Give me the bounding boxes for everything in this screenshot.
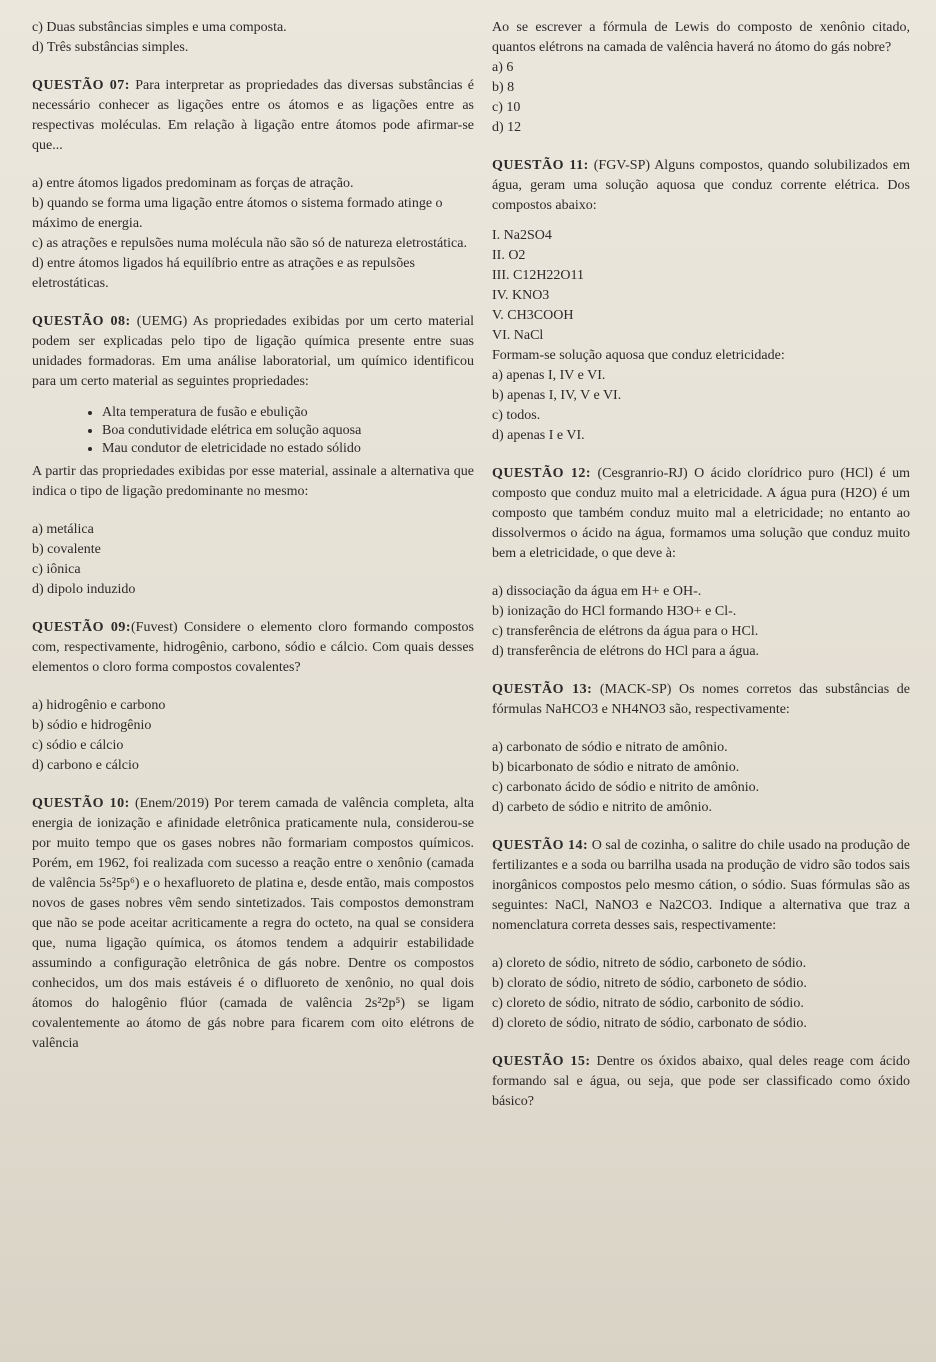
- option: c) 10: [492, 100, 521, 115]
- question-title: QUESTÃO 07:: [32, 78, 130, 93]
- option: d) entre átomos ligados há equilíbrio entre as atrações e as repulsões eletrostáticas.: [32, 256, 415, 291]
- option: b) clorato de sódio, nitreto de sódio, carboneto de sódio.: [492, 976, 807, 991]
- option: c) sódio e cálcio: [32, 738, 124, 753]
- option: a) entre átomos ligados predominam as forças de atração.: [32, 176, 354, 191]
- question-14: [492, 836, 910, 1034]
- question-09: [32, 618, 474, 776]
- question-text: ) se ligam covalentemente ao átomo de gás nobre para ficarem com oito elétrons de valência: [32, 996, 474, 1051]
- question-15: [492, 1052, 910, 1112]
- option: a) apenas I, IV e VI.: [492, 368, 606, 383]
- question-text: (MACK-SP) Os nomes corretos das substâncias de fórmulas NaHCO3 e NH4NO3 são, respectivamente:: [492, 682, 910, 717]
- question-title: QUESTÃO 11:: [492, 158, 589, 173]
- option: b) bicarbonato de sódio e nitrato de amônio.: [492, 760, 740, 775]
- option: d) Três substâncias simples.: [32, 40, 189, 55]
- option: d) apenas I e VI.: [492, 428, 585, 443]
- electron-config: 2s²2p⁵: [364, 996, 401, 1011]
- option: d) dipolo induzido: [32, 582, 136, 597]
- option: b) 8: [492, 80, 515, 95]
- option: c) todos.: [492, 408, 541, 423]
- question-text: Ao se escrever a fórmula de Lewis do composto de xenônio citado, quantos elétrons na camada de valência haverá no átomo do gás nobre?: [492, 20, 910, 55]
- left-column: [32, 18, 474, 1054]
- option: b) ionização do HCl formando H3O+ e Cl-.: [492, 604, 737, 619]
- option: c) transferência de elétrons da água para o HCl.: [492, 624, 759, 639]
- option: c) Duas substâncias simples e uma composta.: [32, 20, 287, 35]
- option: c) as atrações e repulsões numa molécula não são só de natureza eletrostática.: [32, 236, 467, 251]
- question-title: QUESTÃO 08:: [32, 314, 131, 329]
- question-08: [32, 312, 474, 600]
- question-text: Formam-se solução aquosa que conduz eletricidade:: [492, 348, 785, 363]
- question-11: [492, 156, 910, 446]
- question-text: (Enem/2019) Por terem camada de valência completa, alta energia de ionização e afinidade eletrônica praticamente nula, considerou-se por muito tempo que os gases nobres não formariam compostos químicos. Porém, em 1962, foi realizada com sucesso a reação entre o xenônio (camada de valência: [32, 796, 475, 891]
- question-title: QUESTÃO 12:: [492, 466, 592, 481]
- question-text: Dentre os óxidos abaixo, qual deles reage com ácido formando sal e água, ou seja, que pode ser classificado como óxido básico?: [492, 1054, 911, 1109]
- option: d) cloreto de sódio, nitrato de sódio, carbonato de sódio.: [492, 1016, 807, 1031]
- option: a) 6: [492, 60, 514, 75]
- question-07: [32, 76, 474, 294]
- question-title: QUESTÃO 09:: [32, 620, 131, 635]
- question-text: (Cesgranrio-RJ) O ácido clorídrico puro (HCl) é um composto que conduz muito mal a eletricidade. A água pura (H2O) é um composto que também conduz muito mal a eletricidade; no entanto ao dissolvermos o ácido na água, formamos uma solução que conduz muito bem a eletricidade, o que deve à:: [492, 466, 911, 561]
- question-title: QUESTÃO 14:: [492, 838, 589, 853]
- question-text: (Fuvest) Considere o elemento cloro formando compostos com, respectivamente, hidrogênio, carbono, sódio e cálcio. Com quais desses elementos o cloro forma compostos covalentes?: [32, 620, 475, 675]
- question-text: A partir das propriedades exibidas por esse material, assinale a alternativa que indica o tipo de ligação predominante no mesmo:: [32, 464, 474, 499]
- option: d) 12: [492, 120, 522, 135]
- list-item: VI. NaCl: [492, 328, 544, 343]
- option: a) dissociação da água em H+ e OH-.: [492, 584, 702, 599]
- question-text: ) e o hexafluoreto de platina e, desde então, mais compostos novos de gases nobres vêm sendo sintetizados. Tais compostos demonstram que não se pode aceitar acriticamente a regra do octeto, na qual se considera que, numa ligação química, os átomos tendem a adquirir estabilidade assumindo a configuração eletrônica de gás nobre. Dentre os compostos conhecidos, um dos mais estáveis é o difluoreto de xenônio, no qual dois átomos do halogênio flúor (camada de valência: [32, 876, 474, 1011]
- question-title: QUESTÃO 15:: [492, 1054, 591, 1069]
- question-text: (UEMG) As propriedades exibidas por um certo material podem ser explicadas pelo tipo de ligação química presente entre suas unidades formadoras. Em uma análise laboratorial, um químico identificou para um certo material as seguintes propriedades:: [32, 314, 474, 389]
- option: a) hidrogênio e carbono: [32, 698, 166, 713]
- question-text: (FGV-SP) Alguns compostos, quando solubilizados em água, geram uma solução aquosa que conduz corrente elétrica. Dos compostos abaixo:: [492, 158, 911, 213]
- property-list: [32, 404, 474, 458]
- question-10: [32, 794, 474, 1054]
- option: a) carbonato de sódio e nitrato de amônio.: [492, 740, 728, 755]
- option: b) covalente: [32, 542, 101, 557]
- electron-config: 5s²5p⁶: [99, 876, 135, 891]
- question-title: QUESTÃO 10:: [32, 796, 130, 811]
- list-item: IV. KNO3: [492, 288, 550, 303]
- option: b) apenas I, IV, V e VI.: [492, 388, 622, 403]
- right-column: [492, 18, 910, 1112]
- list-item: • Mau condutor de eletricidade no estado sólido: [102, 440, 474, 458]
- list-item: V. CH3COOH: [492, 308, 574, 323]
- option: c) carbonato ácido de sódio e nitrito de amônio.: [492, 780, 760, 795]
- question-13: [492, 680, 910, 818]
- list-item: III. C12H22O11: [492, 268, 585, 283]
- option: d) carbono e cálcio: [32, 758, 139, 773]
- option: c) iônica: [32, 562, 81, 577]
- option: b) sódio e hidrogênio: [32, 718, 152, 733]
- list-item: II. O2: [492, 248, 526, 263]
- option: c) cloreto de sódio, nitrato de sódio, carbonito de sódio.: [492, 996, 804, 1011]
- option: d) carbeto de sódio e nitrito de amônio.: [492, 800, 713, 815]
- question-title: QUESTÃO 13:: [492, 682, 593, 697]
- option: d) transferência de elétrons do HCl para a água.: [492, 644, 760, 659]
- question-text: O sal de cozinha, o salitre do chile usado na produção de fertilizantes e a soda ou barrilha usada na produção de vidro são todos sais inorgânicos compostos pelo mesmo cátion, o sódio. Suas fórmulas são as seguintes: NaCl, NaNO3 e Na2CO3. Indique a alternativa que traz a nomenclatura correta desses sais, respectivamente:: [492, 838, 910, 933]
- list-item: • Boa condutividade elétrica em solução aquosa: [102, 422, 474, 440]
- list-item: I. Na2SO4: [492, 228, 552, 243]
- option: a) cloreto de sódio, nitreto de sódio, carboneto de sódio.: [492, 956, 807, 971]
- option: a) metálica: [32, 522, 94, 537]
- list-item: • Alta temperatura de fusão e ebulição: [102, 404, 474, 422]
- question-12: [492, 464, 910, 662]
- question-text: Para interpretar as propriedades das diversas substâncias é necessário conhecer as ligações entre os átomos e as ligações entre as respectivas moléculas. Em relação à ligação entre átomos pode afirmar-se que...: [32, 78, 475, 153]
- option: b) quando se forma uma ligação entre átomos o sistema formado atinge o máximo de energia.: [32, 196, 443, 231]
